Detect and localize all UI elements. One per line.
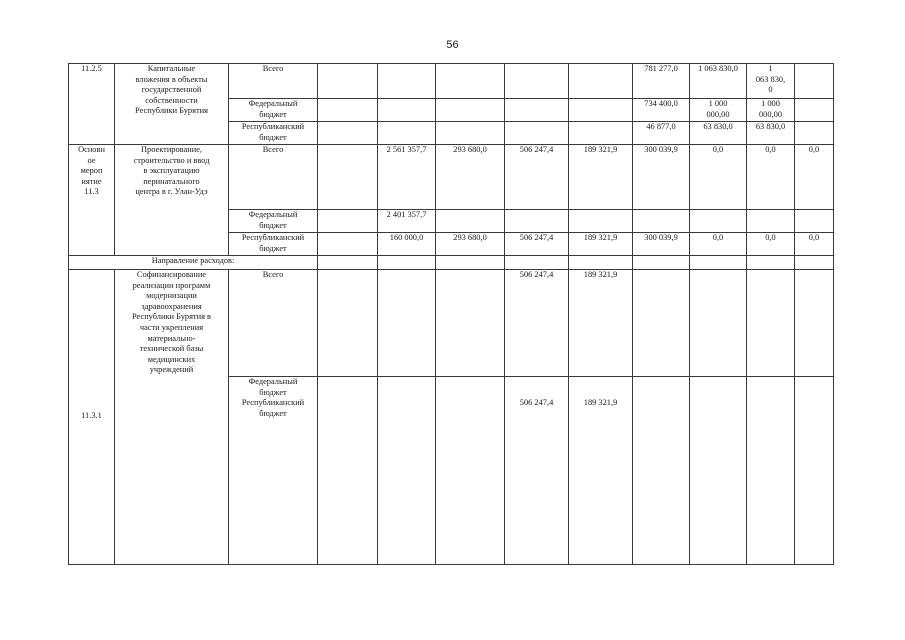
cell-empty [747, 256, 795, 270]
source-republic: Республиканский бюджет [229, 233, 318, 256]
cell-empty [378, 377, 436, 565]
cell-empty [436, 99, 505, 122]
source-federal-republic: Федеральный бюджет Республиканский бюджет [229, 377, 318, 565]
cell-empty [318, 64, 378, 99]
cell-empty [505, 64, 569, 99]
source-total: Всего [229, 270, 318, 377]
cell-empty [318, 256, 378, 270]
cell-empty [378, 122, 436, 145]
cell-empty [505, 210, 569, 233]
cell-empty [318, 99, 378, 122]
cell-empty [795, 270, 834, 377]
table-row [69, 270, 834, 377]
cell-empty [378, 99, 436, 122]
value-cell: 0,0 [747, 233, 795, 256]
cell-empty [569, 99, 633, 122]
value-cell: 293 680,0 [436, 145, 505, 210]
source-federal: Федеральный бюджет [229, 210, 318, 233]
cell-empty [436, 256, 505, 270]
row-code: 11.2.5 [69, 64, 115, 145]
budget-table [68, 63, 834, 565]
value-cell: 2 401 357,7 [378, 210, 436, 233]
value-cell: 1 000 000,00 [690, 99, 747, 122]
value-cell: 189 321,9 [569, 233, 633, 256]
cell-empty [690, 210, 747, 233]
cell-empty [318, 122, 378, 145]
row-code: Основн ое мероп иятие 11.3 [69, 145, 115, 256]
measure-name: Капитальные вложения в объекты государственной собственности Республики Бурятия [115, 64, 229, 145]
cell-empty [569, 122, 633, 145]
cell-empty [569, 256, 633, 270]
cell-empty [505, 256, 569, 270]
cell-empty [795, 256, 834, 270]
cell-empty [747, 270, 795, 377]
cell-empty [318, 210, 378, 233]
cell-empty [795, 210, 834, 233]
value-cell: 46 877,0 [633, 122, 690, 145]
value-cell: 0,0 [747, 145, 795, 210]
value-cell: 1 000 000,00 [747, 99, 795, 122]
cell-empty [633, 210, 690, 233]
cell-empty [378, 270, 436, 377]
value-cell: 160 000,0 [378, 233, 436, 256]
cell-empty [795, 99, 834, 122]
value-cell: 781 277,0 [633, 64, 690, 99]
value-cell: 0,0 [690, 233, 747, 256]
value-cell: 0,0 [795, 145, 834, 210]
source-total: Всего [229, 145, 318, 210]
cell-empty [690, 270, 747, 377]
cell-empty [436, 122, 505, 145]
value-cell: 506 247,4 [505, 233, 569, 256]
value-cell: 2 561 357,7 [378, 145, 436, 210]
cell-empty [747, 377, 795, 565]
value-cell: 506 247,4 [505, 145, 569, 210]
row-code: 11.3.1 [69, 270, 115, 565]
source-republic: Республиканский бюджет [229, 122, 318, 145]
value-cell: 63 830,0 [690, 122, 747, 145]
cell-empty [795, 377, 834, 565]
cell-empty [505, 99, 569, 122]
table-row [69, 145, 834, 210]
cell-empty [633, 270, 690, 377]
value-cell: 300 039,9 [633, 145, 690, 210]
value-cell: 0,0 [795, 233, 834, 256]
table-row [69, 64, 834, 99]
value-cell: 189 321,9 [569, 377, 633, 565]
page-number: 56 [446, 39, 459, 51]
source-federal: Федеральный бюджет [229, 99, 318, 122]
direction-label: Направление расходов: [69, 256, 318, 270]
cell-empty [690, 377, 747, 565]
cell-empty [569, 210, 633, 233]
cell-empty [318, 233, 378, 256]
value-cell: 734 400,0 [633, 99, 690, 122]
source-total: Всего [229, 64, 318, 99]
value-cell: 1 063 830, 0 [747, 64, 795, 99]
value-cell: 63 830,0 [747, 122, 795, 145]
cell-empty [378, 64, 436, 99]
value-cell: 293 680,0 [436, 233, 505, 256]
measure-name: Софинансирование реализации программ модернизации здравоохранения Республики Бурятия в части укрепления материально- технической базы медицинских учреждений [115, 270, 229, 565]
cell-empty [436, 270, 505, 377]
cell-empty [569, 64, 633, 99]
cell-empty [436, 210, 505, 233]
cell-empty [436, 377, 505, 565]
value-cell: 0,0 [690, 145, 747, 210]
measure-name: Проектирование, строительство и ввод в эксплуатацию перинатального центра в г. Улан-Удэ [115, 145, 229, 256]
cell-empty [690, 256, 747, 270]
cell-empty [318, 377, 378, 565]
table-row [69, 256, 834, 270]
cell-empty [747, 210, 795, 233]
value-cell: 300 039,9 [633, 233, 690, 256]
value-cell: 506 247,4 [505, 377, 569, 565]
value-cell: 1 063 830,0 [690, 64, 747, 99]
cell-empty [378, 256, 436, 270]
value-cell: 189 321,9 [569, 270, 633, 377]
cell-empty [436, 64, 505, 99]
cell-empty [795, 64, 834, 99]
cell-empty [505, 122, 569, 145]
cell-empty [318, 270, 378, 377]
cell-empty [318, 145, 378, 210]
cell-empty [633, 256, 690, 270]
value-cell: 506 247,4 [505, 270, 569, 377]
value-cell: 189 321,9 [569, 145, 633, 210]
cell-empty [633, 377, 690, 565]
cell-empty [795, 122, 834, 145]
